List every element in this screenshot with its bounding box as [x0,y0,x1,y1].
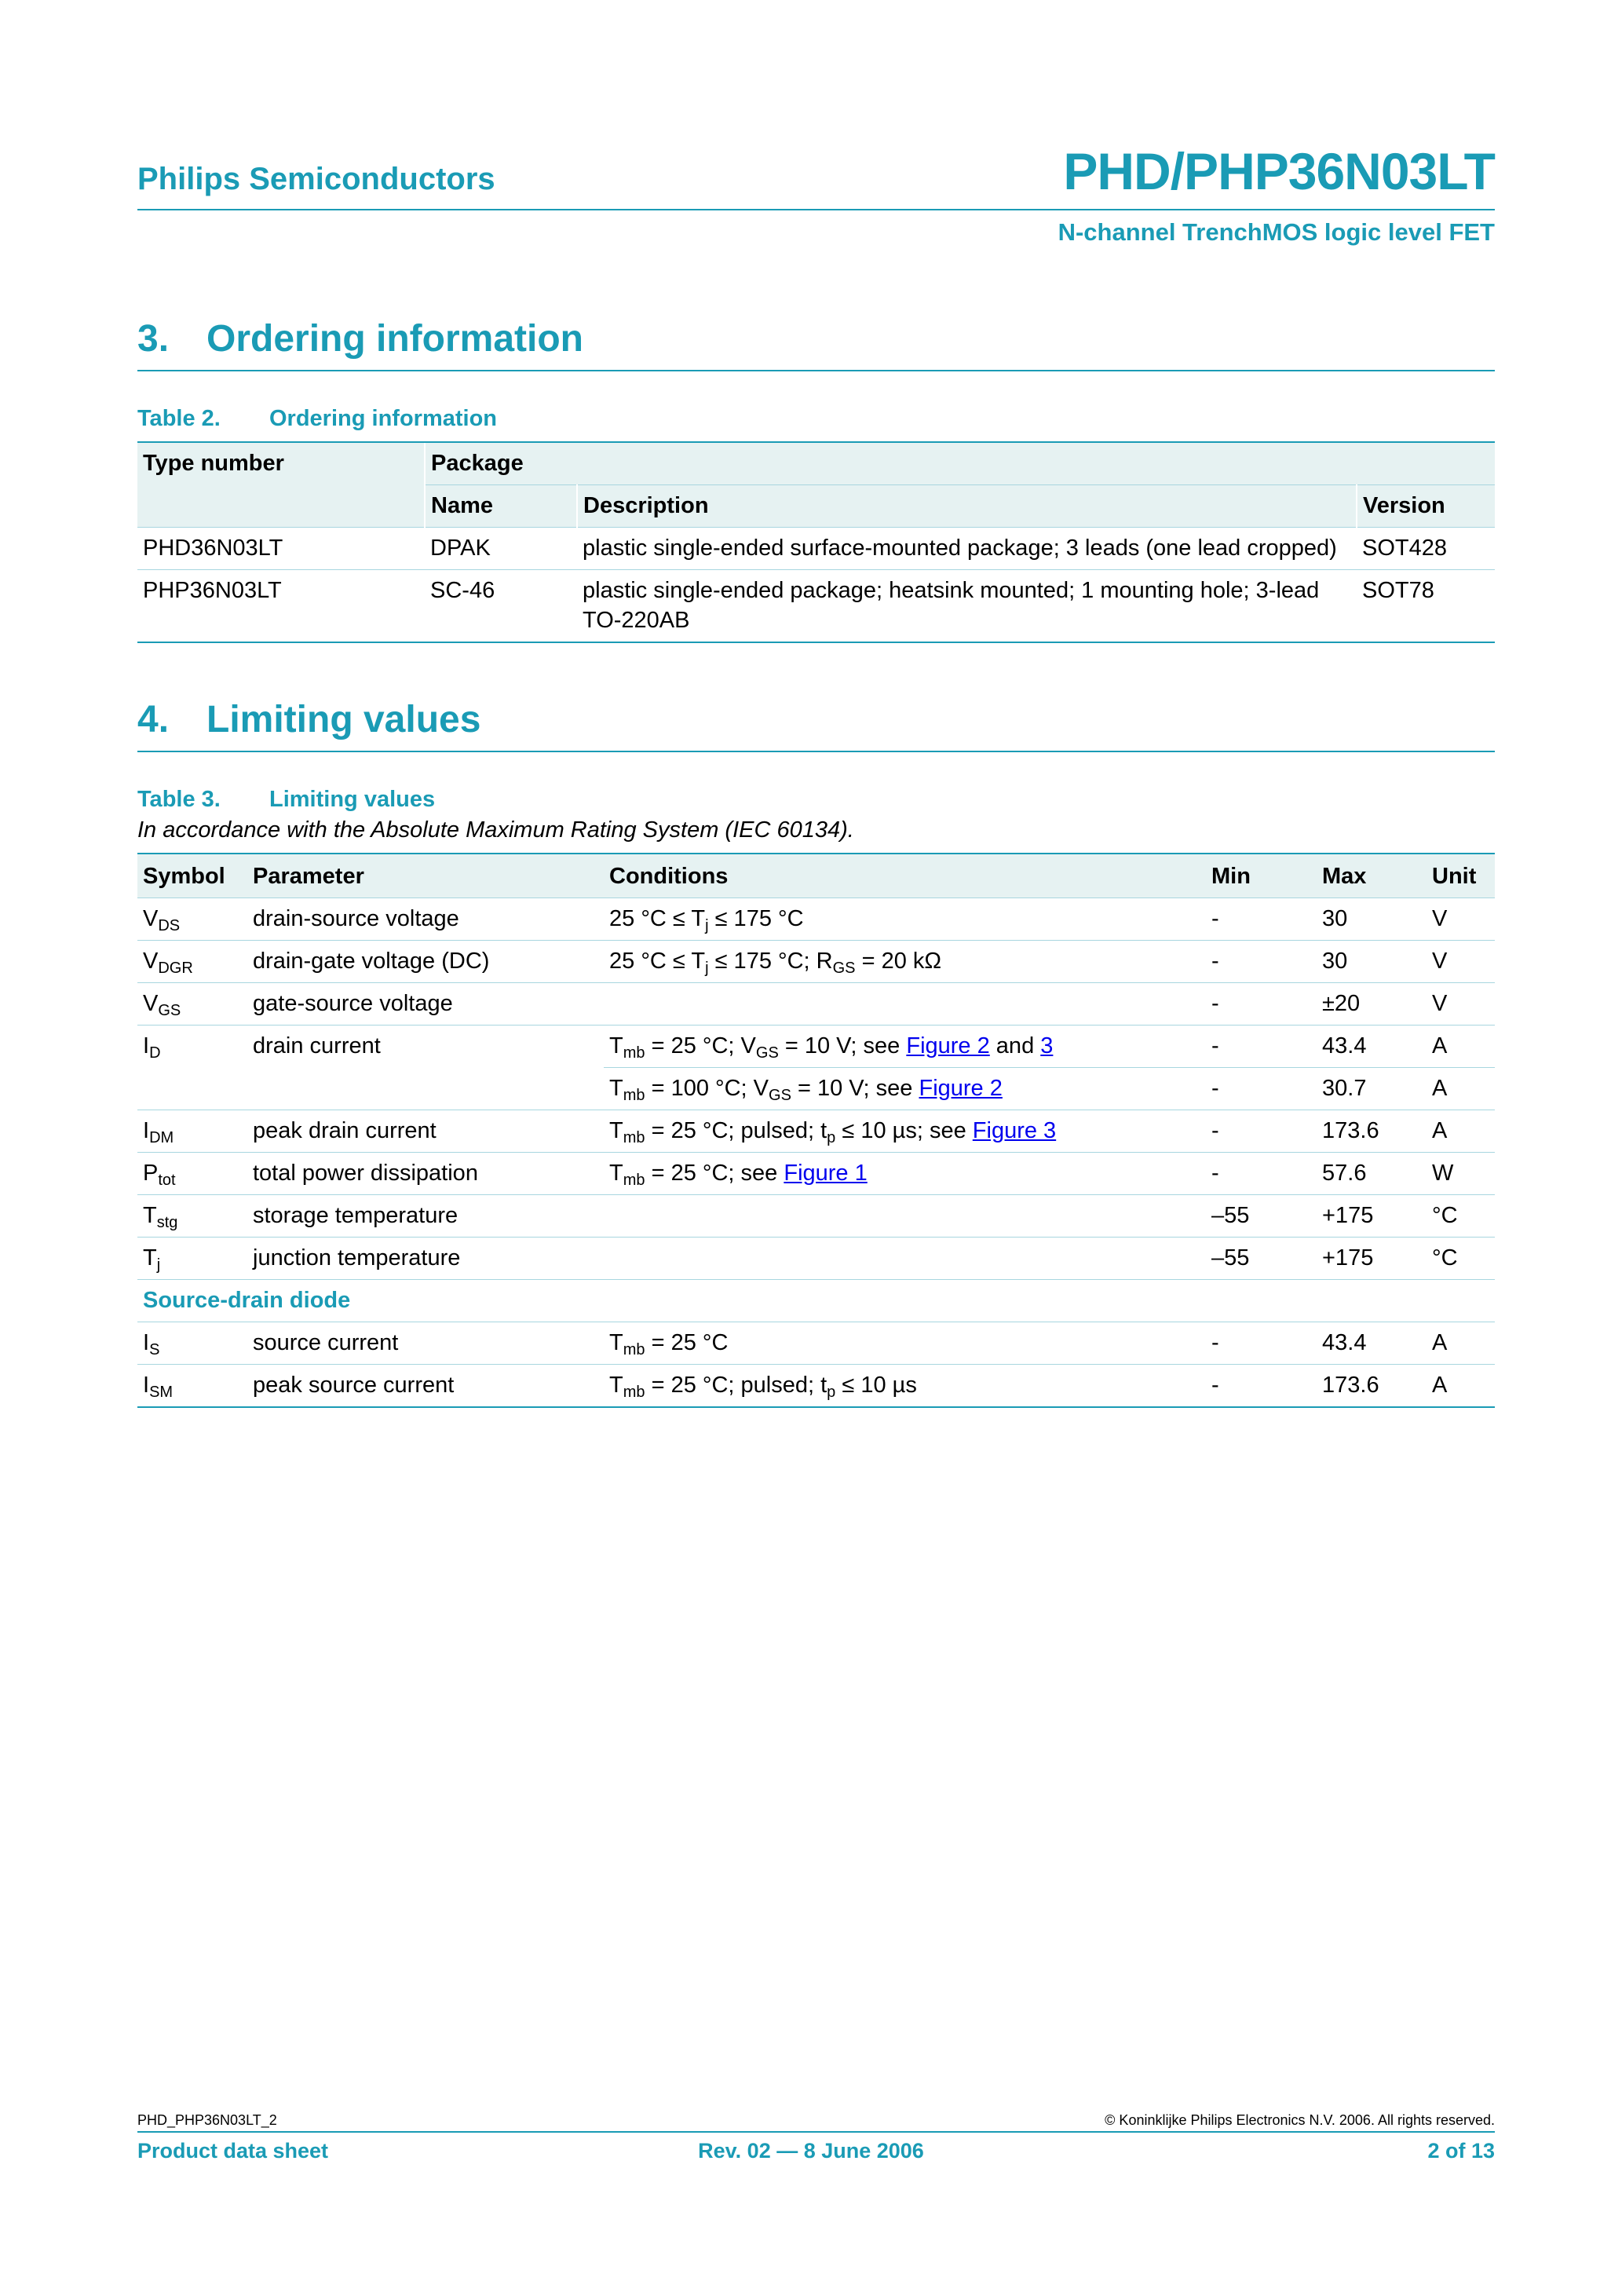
symbol-cell: $I_{DM}$ [137,1110,247,1153]
version-cell: SOT428 [1357,528,1495,570]
conditions-cell: 25 $^\circ C \le T_j \le 175$ °C; $R_{GS} = 20$ kΩ [604,941,1206,983]
footer-doc-type: Product data sheet [137,2139,329,2163]
max-cell: 30 [1317,941,1427,983]
max-cell: 43.4 [1317,1322,1427,1365]
unit-cell: V [1427,898,1495,941]
section-number: 4. [137,699,170,740]
symbol-cell: $V_{DS}$ [137,898,247,941]
name-cell: DPAK [425,528,577,570]
footer-page-number: 2 of 13 [1427,2139,1495,2163]
unit-cell: A [1427,1026,1495,1068]
symbol-cell: $T_j$ [137,1238,247,1280]
table-caption-limiting [137,787,435,813]
conditions-cell [604,1195,1206,1238]
conditions-cell: $T_{mb} = 25$ °C; see Figure 1 [604,1153,1206,1195]
section-heading-ordering [137,317,1495,371]
version-cell: SOT78 [1357,570,1495,643]
conditions-cell: $T_{mb} = 25$ °C; pulsed; $t_p \le 10$ µs; see Figure 3 [604,1110,1206,1153]
unit-cell: W [1427,1153,1495,1195]
type-cell: PHD36N03LT [137,528,425,570]
max-cell: 57.6 [1317,1153,1427,1195]
symbol-cell: $I_D$ [137,1026,247,1068]
min-cell: - [1206,1322,1317,1365]
unit-cell: A [1427,1110,1495,1153]
section-number: 3. [137,318,170,360]
max-cell: 30 [1317,898,1427,941]
max-cell: +175 [1317,1195,1427,1238]
max-cell: 173.6 [1317,1365,1427,1408]
table-row [137,1365,1495,1408]
table-row [137,983,1495,1026]
footer-doc-id: PHD_PHP36N03LT_2 [137,2112,277,2128]
conditions-cell [604,983,1206,1026]
parameter-cell: drain-gate voltage (DC) [247,941,604,983]
min-cell: - [1206,941,1317,983]
min-cell: - [1206,1365,1317,1408]
footer-copyright: © Koninklijke Philips Electronics N.V. 2006. All rights reserved. [1105,2112,1495,2128]
max-cell: 43.4 [1317,1026,1427,1068]
col-type-number: Type number [137,442,425,528]
parameter-cell [247,1068,604,1110]
parameter-cell: drain current [247,1026,604,1068]
parameter-cell: gate-source voltage [247,983,604,1026]
symbol-cell: $T_{stg}$ [137,1195,247,1238]
min-cell: - [1206,1110,1317,1153]
symbol-cell [137,1068,247,1110]
col-min: Min [1206,854,1317,898]
max-cell: +175 [1317,1238,1427,1280]
table-label: Table 3. [137,787,221,812]
unit-cell: A [1427,1365,1495,1408]
description-cell: plastic single-ended package; heatsink mounted; 1 mounting hole; 3-lead TO-220AB [577,570,1357,643]
min-cell: - [1206,983,1317,1026]
ordering-table [137,441,1495,643]
min-cell: –55 [1206,1238,1317,1280]
unit-cell: V [1427,941,1495,983]
description-cell: plastic single-ended surface-mounted package; 3 leads (one lead cropped) [577,528,1357,570]
symbol-cell: $I_S$ [137,1322,247,1365]
max-cell: 173.6 [1317,1110,1427,1153]
subsection-source-drain-diode: Source-drain diode [137,1280,1495,1322]
unit-cell: V [1427,983,1495,1026]
min-cell: - [1206,898,1317,941]
col-name: Name [425,485,577,528]
part-number: PHD/PHP36N03LT [1063,142,1495,200]
table-row [137,941,1495,983]
unit-cell: °C [1427,1238,1495,1280]
table-title: Ordering information [269,406,497,431]
col-version: Version [1357,485,1495,528]
figure-1-link[interactable]: Figure 1 [784,1161,868,1186]
min-cell: –55 [1206,1195,1317,1238]
table-row [137,898,1495,941]
unit-cell: °C [1427,1195,1495,1238]
table-row [137,1153,1495,1195]
symbol-cell: $V_{DGR}$ [137,941,247,983]
min-cell: - [1206,1153,1317,1195]
parameter-cell: total power dissipation [247,1153,604,1195]
table-row [137,1238,1495,1280]
col-max: Max [1317,854,1427,898]
table-row [137,1068,1495,1110]
parameter-cell: source current [247,1322,604,1365]
conditions-cell: $T_{mb} = 100$ °C; $V_{GS} = 10$ V; see Figure 2 [604,1068,1206,1110]
type-cell: PHP36N03LT [137,570,425,643]
parameter-cell: drain-source voltage [247,898,604,941]
section-title: Limiting values [206,699,481,740]
unit-cell: A [1427,1068,1495,1110]
table-label: Table 2. [137,406,221,431]
parameter-cell: peak source current [247,1365,604,1408]
figure-3-link[interactable]: 3 [1040,1033,1054,1058]
col-conditions: Conditions [604,854,1206,898]
header-subtitle: N-channel TrenchMOS logic level FET [1058,218,1495,246]
col-description: Description [577,485,1357,528]
parameter-cell: storage temperature [247,1195,604,1238]
table-row [137,1322,1495,1365]
figure-3-link[interactable]: Figure 3 [972,1118,1057,1143]
symbol-cell: $P_{tot}$ [137,1153,247,1195]
section-title: Ordering information [206,318,583,360]
col-symbol: Symbol [137,854,247,898]
footer-revision: Rev. 02 — 8 June 2006 [698,2139,924,2163]
unit-cell: A [1427,1322,1495,1365]
name-cell: SC-46 [425,570,577,643]
table-row [137,1195,1495,1238]
company-name: Philips Semiconductors [137,162,495,196]
conditions-cell: $T_{mb} = 25$ °C; pulsed; $t_p \le 10$ µs [604,1365,1206,1408]
figure-2-link[interactable]: Figure 2 [906,1033,990,1058]
col-package: Package [425,442,1495,485]
header-rule [137,209,1495,210]
table-row [137,528,1495,570]
max-cell: 30.7 [1317,1068,1427,1110]
symbol-cell: $I_{SM}$ [137,1365,247,1408]
symbol-cell: $V_{GS}$ [137,983,247,1026]
conditions-cell: $T_{mb} = 25$ °C; $V_{GS} = 10$ V; see Figure 2 and 3 [604,1026,1206,1068]
conditions-cell: 25 $^\circ C \le T_j \le 175$ °C [604,898,1206,941]
table-note: In accordance with the Absolute Maximum Rating System (IEC 60134). [137,817,854,843]
section-heading-limiting [137,698,1495,752]
max-cell: ±20 [1317,983,1427,1026]
col-unit: Unit [1427,854,1495,898]
col-parameter: Parameter [247,854,604,898]
parameter-cell: junction temperature [247,1238,604,1280]
parameter-cell: peak drain current [247,1110,604,1153]
table-row [137,1026,1495,1068]
min-cell: - [1206,1026,1317,1068]
table-caption-ordering [137,406,497,432]
conditions-cell: $T_{mb} = 25$ °C [604,1322,1206,1365]
table-title: Limiting values [269,787,436,812]
table-row [137,1110,1495,1153]
table-row [137,570,1495,643]
figure-2-link[interactable]: Figure 2 [919,1076,1003,1101]
limiting-values-table [137,853,1495,1408]
footer-rule [137,2131,1495,2133]
min-cell: - [1206,1068,1317,1110]
table-subsection-row [137,1280,1495,1322]
conditions-cell [604,1238,1206,1280]
